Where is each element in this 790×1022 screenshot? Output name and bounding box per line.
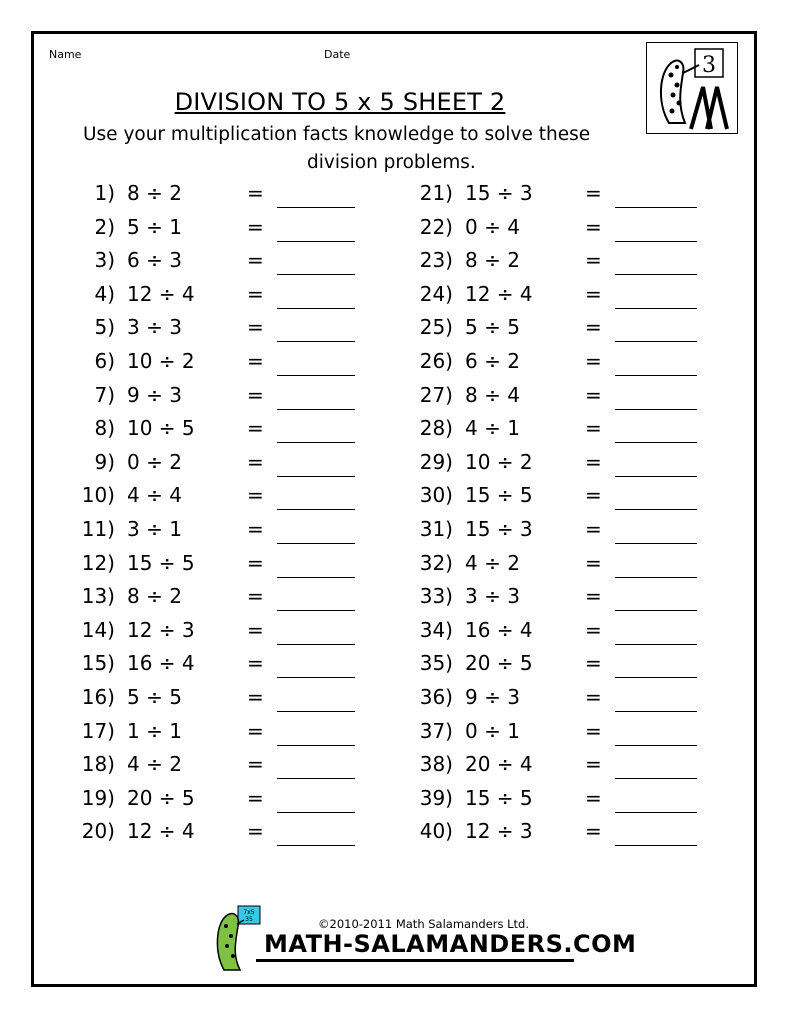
problem-number: 20) (81, 819, 115, 844)
equals-sign: = (247, 416, 264, 441)
equals-sign: = (585, 214, 602, 239)
answer-blank[interactable] (277, 596, 355, 611)
problem-expression: 8 ÷ 2 (127, 584, 182, 609)
answer-blank[interactable] (277, 361, 355, 376)
page-title: DIVISION TO 5 x 5 SHEET 2 (174, 88, 506, 116)
site-name[interactable]: MATH-SALAMANDERS.COM (264, 930, 637, 958)
equals-sign: = (247, 349, 264, 373)
problem-expression: 1 ÷ 1 (127, 718, 182, 743)
problem-expression: 0 ÷ 1 (465, 718, 520, 743)
problem-number: 17) (81, 718, 115, 743)
problem-expression: 6 ÷ 3 (127, 248, 182, 273)
problem-expression: 20 ÷ 5 (127, 785, 195, 810)
answer-blank[interactable] (277, 462, 355, 477)
equals-sign: = (247, 752, 264, 777)
equals-sign: = (247, 617, 264, 642)
problem-number: 9) (94, 449, 115, 474)
answer-blank[interactable] (615, 260, 697, 275)
problem-expression: 12 ÷ 4 (465, 281, 533, 306)
answer-blank[interactable] (615, 764, 697, 779)
problem-number: 22) (419, 214, 453, 239)
equals-sign: = (585, 685, 602, 709)
problem-number: 21) (419, 181, 453, 205)
equals-sign: = (585, 281, 602, 306)
equals-sign: = (247, 281, 264, 306)
problem-number: 30) (419, 483, 453, 508)
name-label: Name (49, 48, 82, 61)
answer-blank[interactable] (615, 462, 697, 477)
problem-expression: 10 ÷ 5 (127, 416, 195, 441)
problem-expression: 12 ÷ 4 (127, 819, 195, 844)
problem-number: 10) (81, 483, 115, 508)
problem-expression: 15 ÷ 3 (465, 181, 533, 205)
equals-sign: = (585, 349, 602, 373)
footer-salamander-icon (212, 904, 268, 974)
equals-sign: = (247, 214, 264, 239)
answer-blank[interactable] (615, 395, 697, 410)
site-underline (256, 959, 574, 962)
equals-sign: = (585, 517, 602, 541)
equals-sign: = (585, 651, 602, 676)
problem-number: 39) (419, 785, 453, 810)
header-logo (646, 42, 738, 134)
problem-expression: 3 ÷ 3 (465, 584, 520, 609)
answer-blank[interactable] (277, 764, 355, 779)
equals-sign: = (247, 819, 264, 844)
problem-number: 23) (419, 248, 453, 273)
equals-sign: = (247, 315, 264, 340)
problem-number: 15) (81, 651, 115, 676)
answer-blank[interactable] (615, 630, 697, 645)
problem-number: 24) (419, 281, 453, 306)
equals-sign: = (585, 416, 602, 441)
problem-expression: 3 ÷ 3 (127, 315, 182, 340)
problem-number: 32) (419, 550, 453, 575)
answer-blank[interactable] (615, 227, 697, 242)
svg-text:7x5: 7x5 (243, 909, 255, 916)
problem-number: 31) (419, 517, 453, 541)
problem-expression: 15 ÷ 5 (465, 785, 533, 810)
problem-expression: 4 ÷ 2 (127, 752, 182, 777)
problem-number: 27) (419, 382, 453, 407)
answer-blank[interactable] (277, 731, 355, 746)
equals-sign: = (247, 248, 264, 273)
equals-sign: = (247, 181, 264, 205)
problem-number: 5) (94, 315, 115, 340)
answer-blank[interactable] (277, 831, 355, 846)
problem-number: 3) (94, 248, 115, 273)
problem-expression: 5 ÷ 1 (127, 214, 182, 239)
salamander-logo-icon (647, 43, 737, 133)
problem-expression: 6 ÷ 2 (465, 349, 520, 373)
problem-number: 34) (419, 617, 453, 642)
equals-sign: = (585, 248, 602, 273)
instruction-line-1: Use your multiplication facts knowledge to solve these (83, 124, 591, 145)
logo-badge-text: 3 (702, 53, 716, 78)
problem-expression: 12 ÷ 4 (127, 281, 195, 306)
problem-expression: 0 ÷ 2 (127, 449, 182, 474)
problem-number: 4) (94, 281, 115, 306)
answer-blank[interactable] (615, 596, 697, 611)
answer-blank[interactable] (615, 193, 697, 208)
answer-blank[interactable] (277, 495, 355, 510)
problem-number: 6) (94, 349, 115, 373)
equals-sign: = (247, 550, 264, 575)
equals-sign: = (247, 584, 264, 609)
problem-expression: 15 ÷ 5 (127, 550, 195, 575)
equals-sign: = (585, 382, 602, 407)
answer-blank[interactable] (615, 327, 697, 342)
equals-sign: = (585, 181, 602, 205)
equals-sign: = (247, 449, 264, 474)
problem-expression: 10 ÷ 2 (465, 449, 533, 474)
answer-blank[interactable] (277, 260, 355, 275)
problem-expression: 15 ÷ 5 (465, 483, 533, 508)
problem-number: 1) (94, 181, 115, 205)
equals-sign: = (585, 449, 602, 474)
equals-sign: = (247, 685, 264, 709)
problem-number: 38) (419, 752, 453, 777)
problem-expression: 8 ÷ 2 (127, 181, 182, 205)
problem-expression: 12 ÷ 3 (127, 617, 195, 642)
problem-expression: 15 ÷ 3 (465, 517, 533, 541)
answer-blank[interactable] (277, 663, 355, 678)
answer-blank[interactable] (277, 630, 355, 645)
problem-number: 19) (81, 785, 115, 810)
answer-blank[interactable] (277, 563, 355, 578)
problem-expression: 8 ÷ 2 (465, 248, 520, 273)
answer-blank[interactable] (277, 697, 355, 712)
problem-expression: 20 ÷ 4 (465, 752, 533, 777)
equals-sign: = (585, 785, 602, 810)
answer-blank[interactable] (615, 663, 697, 678)
equals-sign: = (585, 819, 602, 844)
equals-sign: = (585, 718, 602, 743)
answer-blank[interactable] (277, 327, 355, 342)
problem-number: 13) (81, 584, 115, 609)
answer-blank[interactable] (615, 697, 697, 712)
equals-sign: = (247, 517, 264, 541)
problem-expression: 3 ÷ 1 (127, 517, 182, 541)
equals-sign: = (585, 752, 602, 777)
equals-sign: = (585, 584, 602, 609)
problem-expression: 4 ÷ 4 (127, 483, 182, 508)
problem-expression: 9 ÷ 3 (127, 382, 182, 407)
problem-number: 33) (419, 584, 453, 609)
problem-expression: 4 ÷ 2 (465, 550, 520, 575)
answer-blank[interactable] (615, 361, 697, 376)
problem-number: 11) (81, 517, 115, 541)
problem-expression: 16 ÷ 4 (127, 651, 195, 676)
problem-expression: 20 ÷ 5 (465, 651, 533, 676)
equals-sign: = (585, 483, 602, 508)
problem-number: 16) (81, 685, 115, 709)
date-label: Date (324, 48, 351, 61)
problem-number: 37) (419, 718, 453, 743)
copyright-text: ©2010-2011 Math Salamanders Ltd. (318, 917, 530, 931)
equals-sign: = (585, 550, 602, 575)
problem-number: 18) (81, 752, 115, 777)
answer-blank[interactable] (277, 798, 355, 813)
answer-blank[interactable] (615, 563, 697, 578)
svg-text:35: 35 (245, 916, 253, 923)
problem-expression: 8 ÷ 4 (465, 382, 520, 407)
problem-expression: 5 ÷ 5 (465, 315, 520, 340)
problem-expression: 10 ÷ 2 (127, 349, 195, 373)
problem-number: 12) (81, 550, 115, 575)
answer-blank[interactable] (277, 193, 355, 208)
answer-blank[interactable] (615, 428, 697, 443)
answer-blank[interactable] (615, 495, 697, 510)
equals-sign: = (247, 382, 264, 407)
problem-number: 29) (419, 449, 453, 474)
instruction-line-2: division problems. (307, 152, 476, 173)
problem-number: 14) (81, 617, 115, 642)
answer-blank[interactable] (277, 395, 355, 410)
answer-blank[interactable] (615, 294, 697, 309)
answer-blank[interactable] (277, 227, 355, 242)
answer-blank[interactable] (277, 529, 355, 544)
equals-sign: = (247, 651, 264, 676)
problem-number: 2) (94, 214, 115, 239)
problem-expression: 9 ÷ 3 (465, 685, 520, 709)
problem-number: 36) (419, 685, 453, 709)
problem-number: 40) (419, 819, 453, 844)
problem-expression: 16 ÷ 4 (465, 617, 533, 642)
answer-blank[interactable] (615, 798, 697, 813)
problem-expression: 5 ÷ 5 (127, 685, 182, 709)
answer-blank[interactable] (615, 831, 697, 846)
problem-number: 28) (419, 416, 453, 441)
problem-number: 26) (419, 349, 453, 373)
problem-number: 35) (419, 651, 453, 676)
answer-blank[interactable] (615, 731, 697, 746)
problem-expression: 0 ÷ 4 (465, 214, 520, 239)
problem-expression: 12 ÷ 3 (465, 819, 533, 844)
equals-sign: = (585, 315, 602, 340)
problem-expression: 4 ÷ 1 (465, 416, 520, 441)
answer-blank[interactable] (277, 428, 355, 443)
answer-blank[interactable] (615, 529, 697, 544)
problem-number: 8) (94, 416, 115, 441)
equals-sign: = (247, 718, 264, 743)
equals-sign: = (247, 785, 264, 810)
answer-blank[interactable] (277, 294, 355, 309)
equals-sign: = (585, 617, 602, 642)
problem-number: 7) (94, 382, 115, 407)
problem-number: 25) (419, 315, 453, 340)
equals-sign: = (247, 483, 264, 508)
